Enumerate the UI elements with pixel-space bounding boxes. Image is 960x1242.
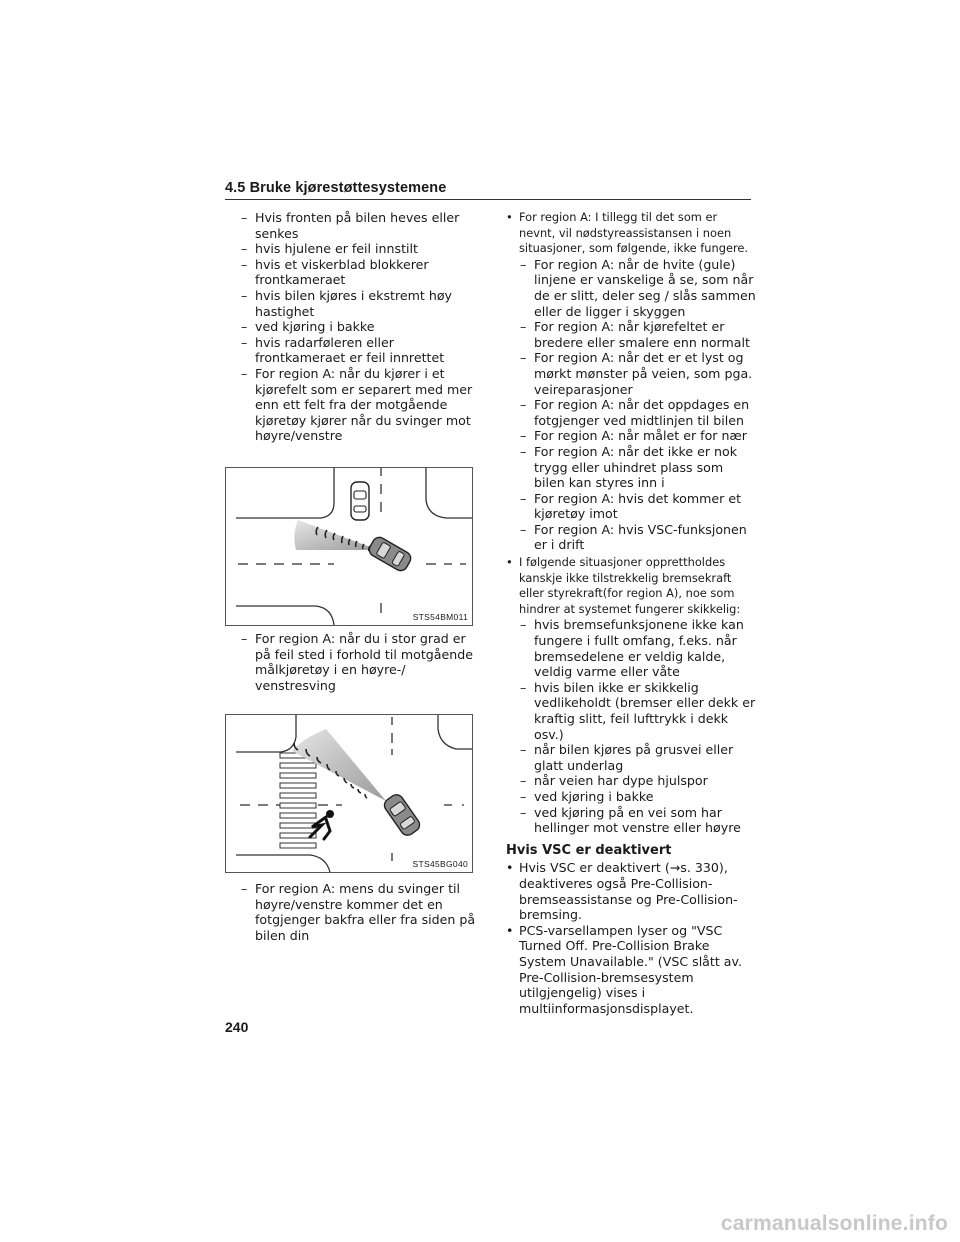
figure-code: STS54BM011 bbox=[412, 612, 468, 622]
intersection-illustration-2 bbox=[226, 715, 472, 872]
bullet-brake-force: • I følgende situasjoner opprettholdes kanskje ikke tilstrekkelig bremsekraft eller styrekraft(for region A), noe som hindrer at systemet fungerer skikkelig: bbox=[506, 555, 756, 617]
list-item: – For region A: når kjørefeltet er bredere eller smalere enn normalt bbox=[520, 319, 756, 350]
list-item: – hvis bilen kjøres i ekstremt høy hastighet bbox=[241, 288, 481, 319]
bullet-vsc-deactivated: • Hvis VSC er deaktivert (→s. 330), deaktiveres også Pre-Collision-bremseassistanse og Pre-Collision-bremsing. bbox=[506, 860, 756, 922]
watermark: carmanualsonline.info bbox=[720, 1212, 948, 1235]
list-item: – Hvis fronten på bilen heves eller senkes bbox=[241, 210, 481, 241]
road-edge bbox=[438, 715, 472, 749]
header-rule bbox=[225, 199, 751, 200]
list-item: – hvis et viskerblad blokkerer frontkameraet bbox=[241, 257, 481, 288]
left-column-bottom bbox=[241, 881, 481, 943]
list-item: – hvis hjulene er feil innstilt bbox=[241, 241, 481, 257]
list-item: – For region A: når de hvite (gule) linjene er vanskelige å se, som når de er slitt, deler seg / slås sammen eller de ligger i skyggen bbox=[520, 257, 756, 319]
bullet-pcs-warning: • PCS-varsellampen lyser og "VSC Turned Off. Pre-Collision Brake System Unavailable." (VSC slått av. Pre-Collision-bremsesystem utilgjengelig) vises i multiinformasjonsdisplayet. bbox=[506, 923, 756, 1017]
intersection-illustration-1 bbox=[226, 468, 472, 625]
road-edge bbox=[236, 715, 296, 752]
own-car bbox=[367, 535, 413, 573]
own-car bbox=[382, 792, 422, 838]
list-item: – For region A: når du kjører i et kjørefelt som er separert med mer enn ett felt fra der motgående kjøretøy kjører når du svinger mot høyre/venstre bbox=[241, 366, 481, 444]
road-edge bbox=[236, 606, 334, 625]
list-item: – ved kjøring i bakke bbox=[520, 789, 756, 805]
list-item: – hvis bilen ikke er skikkelig vedlikeholdt (bremser eller dekk er kraftig slitt, feil lufttrykk i dekk osv.) bbox=[520, 680, 756, 742]
list-item: – ved kjøring på en vei som har hellinger mot venstre eller høyre bbox=[520, 805, 756, 836]
sensor-beam bbox=[294, 520, 378, 550]
road-edge bbox=[236, 468, 334, 518]
figure-pedestrian-turn bbox=[225, 714, 473, 873]
list-item: – ved kjøring i bakke bbox=[241, 319, 481, 335]
list-item: – For region A: når det er et lyst og mørkt mønster på veien, som pga. veireparasjoner bbox=[520, 350, 756, 397]
figure-oncoming-turn bbox=[225, 467, 473, 626]
list-item: – når veien har dype hjulspor bbox=[520, 773, 756, 789]
list-item: – For region A: når det ikke er nok trygg eller uhindret plass som bilen kan styres inn i bbox=[520, 444, 756, 491]
oncoming-car bbox=[351, 482, 369, 520]
sublist-brake bbox=[520, 617, 756, 835]
left-column-mid bbox=[241, 631, 481, 693]
list-item: – For region A: mens du svinger til høyre/venstre kommer det en fotgjenger bakfra eller fra siden på bilen din bbox=[241, 881, 481, 943]
sublist-steering bbox=[520, 257, 756, 553]
page-header bbox=[225, 180, 751, 200]
list-item: – For region A: når målet er for nær bbox=[520, 428, 756, 444]
road-edge bbox=[236, 855, 330, 872]
left-column-top bbox=[241, 210, 481, 444]
list-item: – For region A: når du i stor grad er på feil sted i forhold til motgående målkjøretøy i en høyre-/ venstresving bbox=[241, 631, 481, 693]
bullet-emergency-steering: • For region A: I tillegg til det som er nevnt, vil nødstyreassistansen i noen situasjoner, som følgende, ikke fungere. bbox=[506, 210, 756, 257]
list-item: – For region A: hvis det kommer et kjøretøy imot bbox=[520, 491, 756, 522]
figure-code: STS45BG040 bbox=[412, 859, 468, 869]
list-item: – når bilen kjøres på grusvei eller glatt underlag bbox=[520, 742, 756, 773]
list-item: – hvis radarføleren eller frontkameraet er feil innrettet bbox=[241, 335, 481, 366]
right-column bbox=[506, 210, 756, 1016]
section-title: 4.5 Bruke kjørestøttesystemene bbox=[225, 180, 447, 196]
page-number: 240 bbox=[225, 1019, 249, 1035]
list-item: – For region A: hvis VSC-funksjonen er i drift bbox=[520, 522, 756, 553]
road-edge bbox=[426, 468, 472, 518]
vsc-heading: Hvis VSC er deaktivert bbox=[506, 842, 672, 858]
list-item: – For region A: når det oppdages en fotgjenger ved midtlinjen til bilen bbox=[520, 397, 756, 428]
list-item: – hvis bremsefunksjonene ikke kan fungere i fullt omfang, f.eks. når bremsedelene er veldig kalde, veldig varme eller våte bbox=[520, 617, 756, 679]
